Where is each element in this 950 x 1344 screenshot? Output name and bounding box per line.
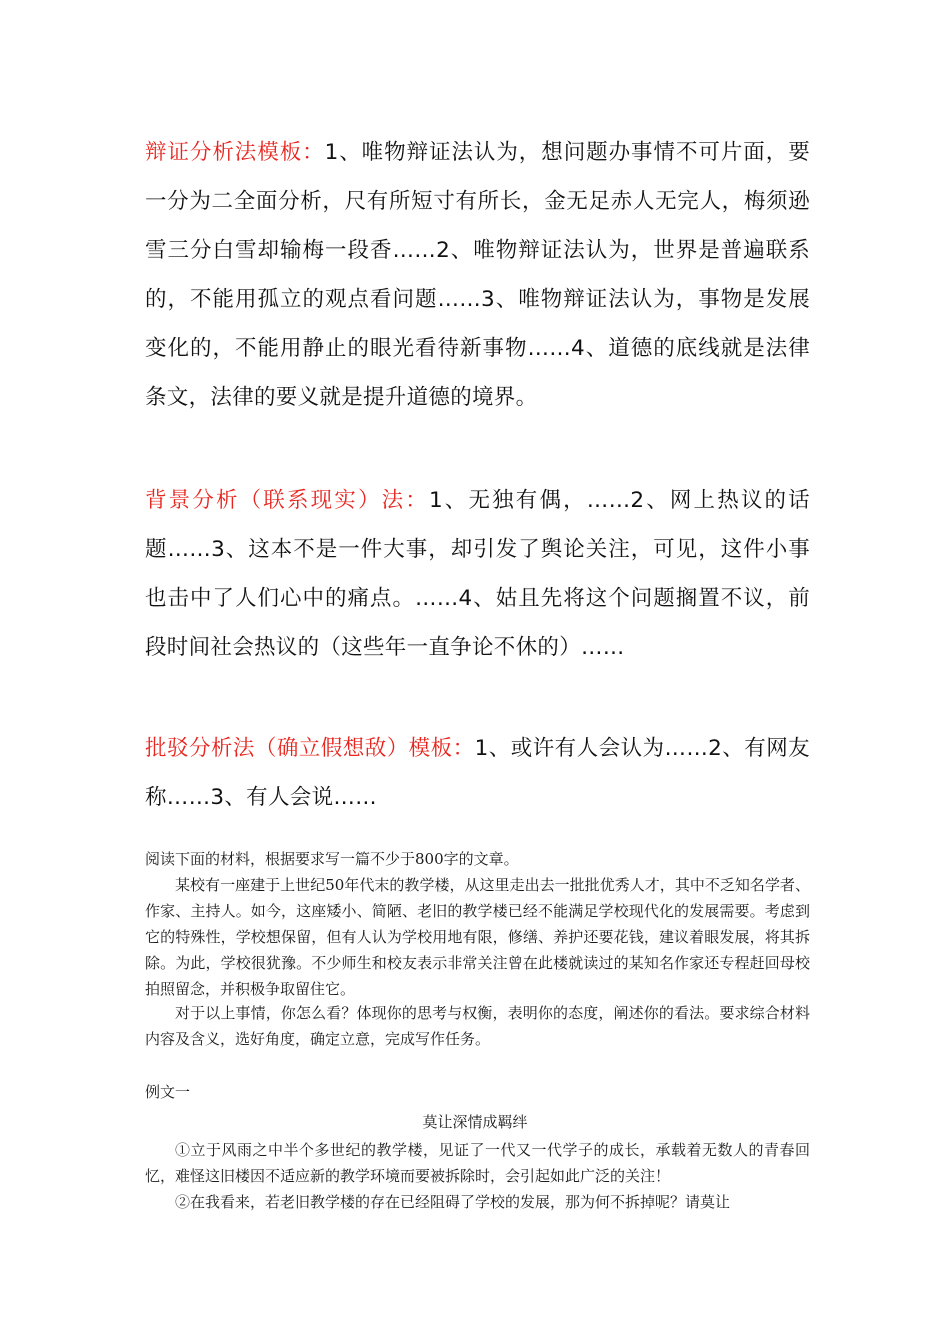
section-body: 1、或许有人会认为……2、有网友称……3、有人会说……: [145, 736, 810, 810]
prompt-question: [145, 1000, 810, 1052]
prompt-intro: [145, 846, 810, 872]
essay-paragraph: ②在我看来，若老旧教学楼的存在已经阻碍了学校的发展，那为何不拆掉呢？请莫让: [175, 1193, 731, 1211]
section-heading: 背景分析（联系现实）法：: [145, 488, 429, 513]
essay-paragraph: ①立于风雨之中半个多世纪的教学楼，见证了一代又一代学子的成长，承载着无数人的青春回忆，难怪这旧楼因不适应新的教学环境而要被拆除时，会引起如此广泛的关注！: [145, 1141, 810, 1185]
prompt-intro-text: 阅读下面的材料，根据要求写一篇不少于800字的文章。: [145, 850, 519, 868]
prompt-question-text: 对于以上事情，你怎么看？体现你的思考与权衡，表明你的态度，阐述你的看法。要求综合材料内容及含义，选好角度，确定立意，完成写作任务。: [145, 1004, 810, 1048]
prompt-material: [145, 872, 810, 1002]
section-heading: 辩证分析法模板：: [145, 140, 325, 165]
dialectical-analysis-section: [145, 128, 810, 422]
essay-body: [145, 1137, 810, 1215]
essay-title: 莫让深情成羁绊: [422, 1113, 528, 1131]
example-label: 例文一: [145, 1083, 191, 1101]
prompt-material-text: 某校有一座建于上世纪50年代末的教学楼，从这里走出去一批批优秀人才，其中不乏知名学者、作家、主持人。如今，这座矮小、简陋、老旧的教学楼已经不能满足学校现代化的发展需要。考虑到它的特殊性，学校想保留，但有人认为学校用地有限，修缮、养护还要花钱，建议着眼发展，将其拆除。为此，学校很犹豫。不少师生和校友表示非常关注曾在此楼就读过的某知名作家还专程赶回母校拍照留念，并积极争取留住它。: [145, 876, 810, 998]
section-body: 1、无独有偶，……2、网上热议的话题……3、这本不是一件大事，却引发了舆论关注，可见，这件小事也击中了人们心中的痛点。……4、姑且先将这个问题搁置不议，前段时间社会热议的（这些年一直争论不休的）……: [145, 488, 810, 660]
section-body: 1、唯物辩证法认为，想问题办事情不可片面，要一分为二全面分析，尺有所短寸有所长，金无足赤人无完人，梅须逊雪三分白雪却输梅一段香……2、唯物辩证法认为，世界是普遍联系的，不能用孤立的观点看问题……3、唯物辩证法认为，事物是发展变化的，不能用静止的眼光看待新事物……4、道德的底线就是法律条文，法律的要义就是提升道德的境界。: [145, 140, 810, 410]
background-analysis-section: [145, 476, 810, 672]
section-heading: 批驳分析法（确立假想敌）模板：: [145, 736, 475, 761]
refutation-analysis-section: [145, 724, 810, 822]
